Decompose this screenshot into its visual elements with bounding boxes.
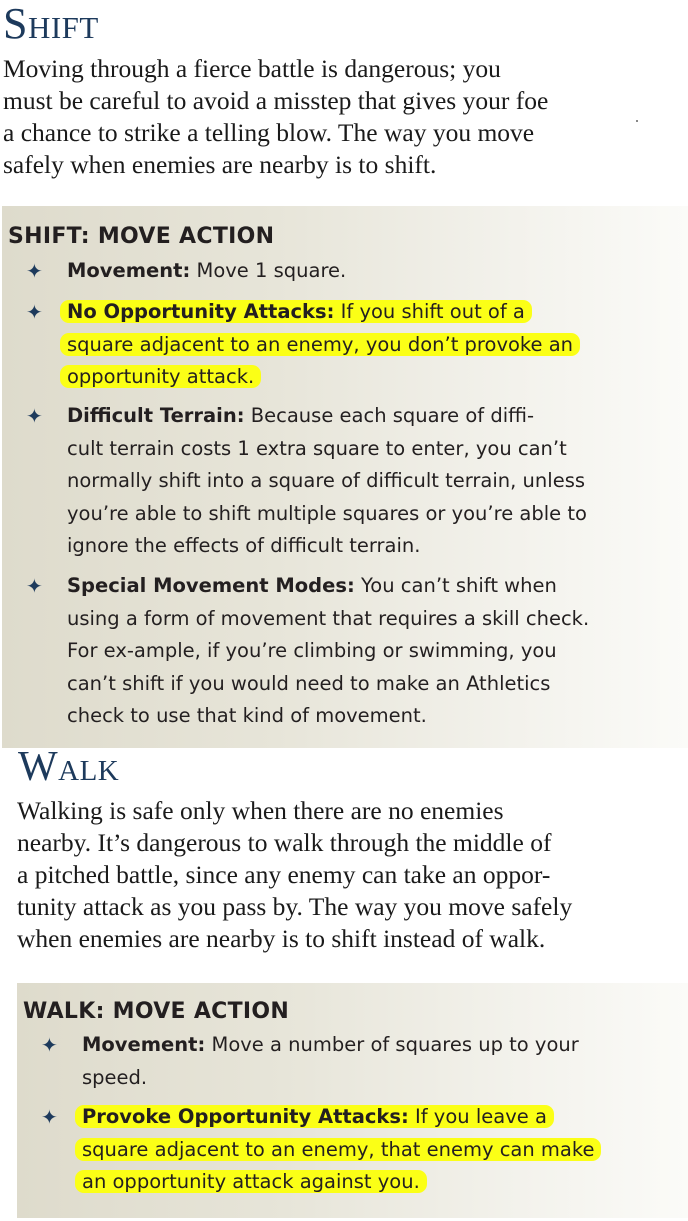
shift-rules-box [2,206,688,748]
item-text: square adjacent to an enemy, that enemy can make [75,1138,601,1161]
item-text: an opportunity attack against you. [75,1170,427,1193]
walk-rules-box [17,983,688,1218]
walk-heading: Walk [18,744,120,790]
item-label: Movement: [67,259,191,282]
item-text: check to use that kind of movement. [67,704,427,727]
item-text: square adjacent to an enemy, you don’t provoke an [60,333,580,356]
intro-line: a chance to strike a telling blow. The way you move [3,118,535,147]
intro-line: when enemies are nearby is to shift instead of walk. [17,924,546,953]
item-label: No Opportunity Attacks: [67,300,335,323]
intro-line: nearby. It’s dangerous to walk through the middle of [17,828,552,857]
intro-line: Moving through a fierce battle is dangerous; you [3,54,501,83]
item-text: opportunity attack. [60,365,261,388]
shift-intro [3,53,548,181]
item-text: cult terrain costs 1 extra square to enter, you can’t [67,436,567,460]
item-text: using a form of movement that requires a skill check. [67,606,590,630]
item-label: Provoke Opportunity Attacks: [82,1105,409,1128]
shift-heading: Shift [3,0,99,48]
item-text: normally shift into a square of difficult terrain, unless [67,469,586,492]
item-text: Because each square of diffi- [244,404,535,427]
item-label: Difficult Terrain: [67,404,245,427]
item-text: ignore the effects of difficult terrain. [67,534,421,557]
bullet-icon: ✦ [26,259,43,283]
item-text: For ex-ample, if you’re climbing or swimming, you [67,639,557,662]
item-text: speed. [82,1065,148,1089]
bullet-icon: ✦ [26,300,43,324]
intro-line: tunity attack as you pass by. The way you move safely [17,892,573,921]
intro-line: Walking is safe only when there are no enemies [17,796,504,825]
intro-line: safely when enemies are nearby is to shift. [3,150,437,179]
bullet-icon: ✦ [26,574,43,598]
intro-line: a pitched battle, since any enemy can take an oppor- [17,860,551,889]
item-label: Special Movement Modes: [67,574,355,597]
item-label: Movement: [82,1033,206,1056]
item-text: If you shift out of a [334,300,525,323]
item-text: can’t shift if you would need to make an Athletics [67,671,551,695]
item-text: you’re able to shift multiple squares or you’re able to [67,501,587,525]
bullet-icon: ✦ [41,1033,58,1057]
stray-mark [636,120,638,122]
intro-line: must be careful to avoid a misstep that gives your foe [3,86,549,115]
bullet-icon: ✦ [26,404,43,428]
walk-box-title: WALK: MOVE ACTION [23,999,290,1024]
walk-intro [17,795,572,955]
bullet-icon: ✦ [41,1105,58,1129]
item-text: You can’t shift when [354,574,557,597]
shift-box-title: SHIFT: MOVE ACTION [8,224,275,249]
item-text: Move 1 square. [196,259,347,282]
item-text: Move a number of squares up to your [205,1033,579,1056]
item-text: If you leave a [408,1105,547,1128]
